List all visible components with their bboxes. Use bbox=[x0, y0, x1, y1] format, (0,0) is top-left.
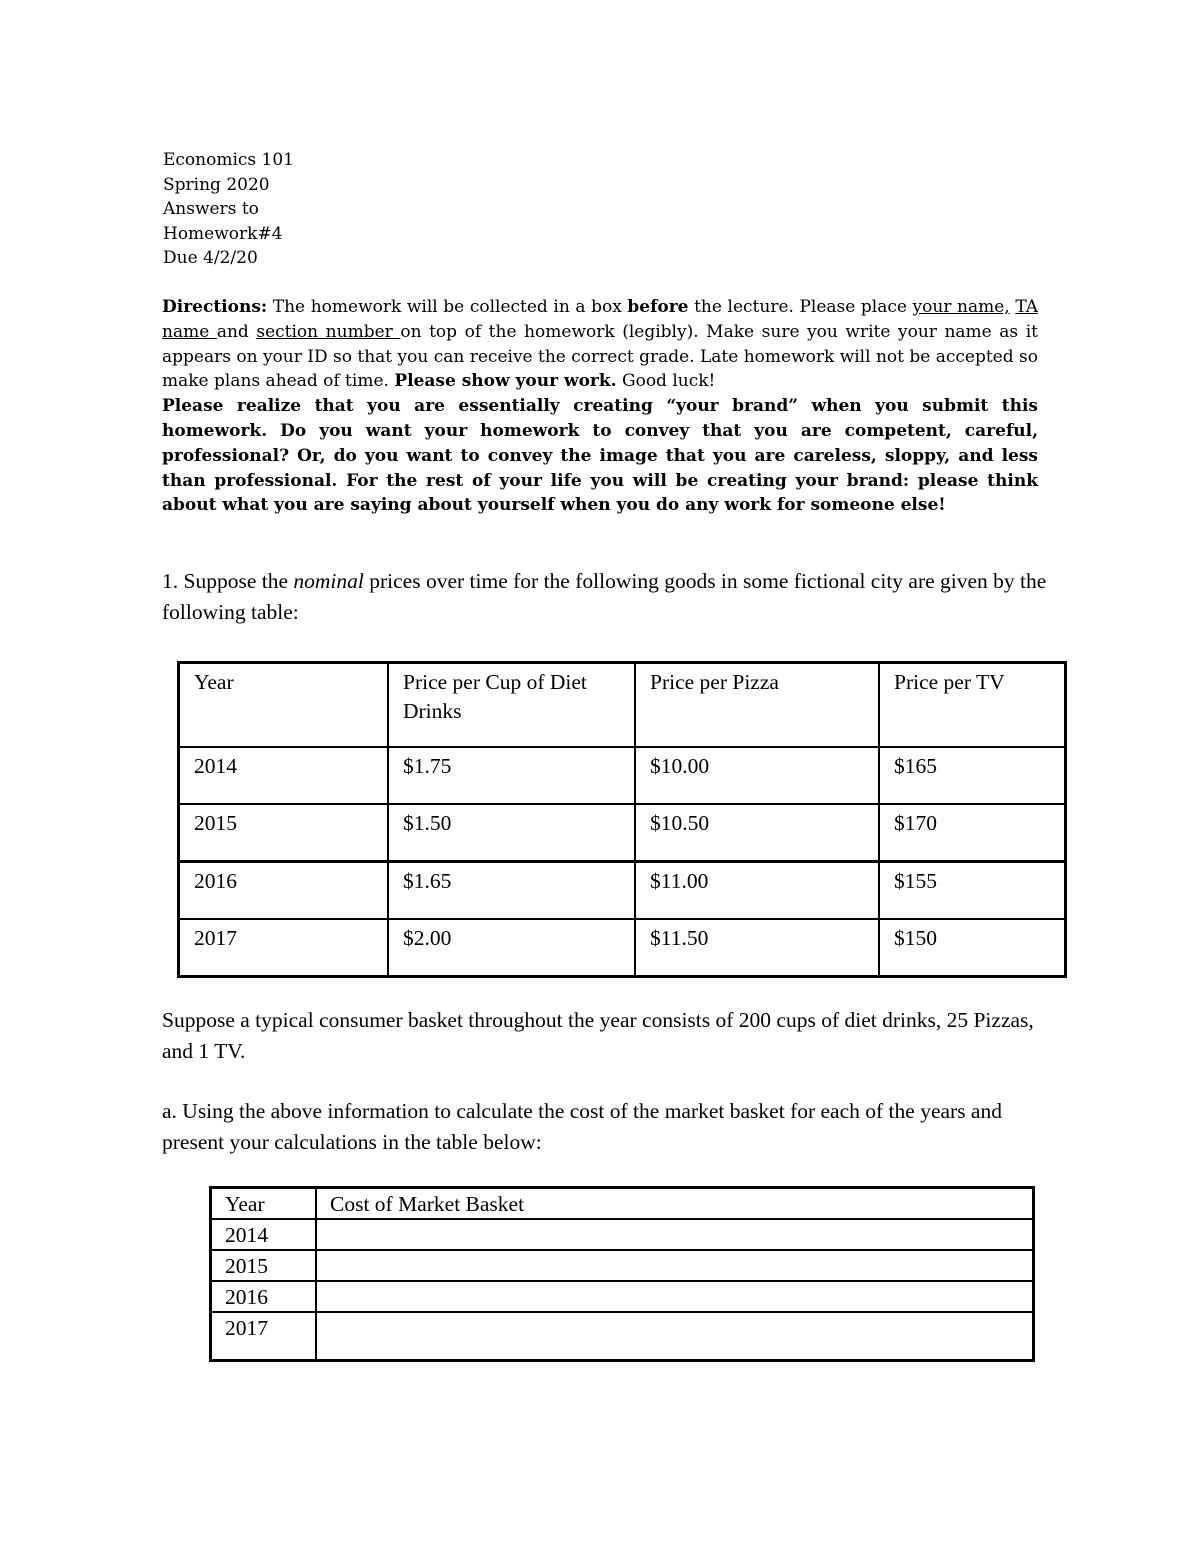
table-cell: $1.50 bbox=[388, 804, 635, 862]
basket-description: Suppose a typical consumer basket throughout the year consists of 200 cups of diet drinks, 25 Pizzas, and 1 TV. bbox=[162, 1008, 1034, 1063]
year-cell: 2015 bbox=[211, 1250, 317, 1281]
table-cell: $11.00 bbox=[635, 862, 879, 920]
table-cell: $170 bbox=[879, 804, 1066, 862]
table-row bbox=[211, 1312, 1034, 1361]
directions-text: the lecture. Please place bbox=[688, 297, 913, 317]
table-row bbox=[211, 1281, 1034, 1312]
directions-paragraph bbox=[162, 295, 1038, 394]
directions-label: Directions: bbox=[162, 297, 268, 317]
question-1-italic: nominal bbox=[293, 569, 364, 593]
directions-text: on top of the homework (legibly). Make sure you write your name as it appears on your ID so that you can receive the correct grade. Late homework will not be accepted so make plans ahead of time. bbox=[162, 321, 1038, 392]
underlined-ta: TA bbox=[1015, 297, 1038, 317]
due-date: Due 4/2/20 bbox=[163, 248, 258, 269]
directions-text: Good luck! bbox=[616, 371, 716, 392]
question-1-text: 1. Suppose the bbox=[162, 569, 294, 593]
table-cell: $165 bbox=[879, 747, 1066, 804]
header-cell: Year bbox=[179, 663, 389, 748]
table-cell: $1.65 bbox=[388, 862, 635, 920]
underlined-your-name: your name, bbox=[912, 297, 1010, 317]
answer-cell[interactable] bbox=[316, 1250, 1034, 1281]
table-row bbox=[179, 747, 1066, 804]
course-title: Economics 101 bbox=[163, 150, 295, 170]
document-header bbox=[163, 148, 294, 271]
table-cell: $10.50 bbox=[635, 804, 879, 862]
header-cell: Price per Cup of Diet Drinks bbox=[388, 663, 635, 748]
show-work-note: Please show your work. bbox=[394, 371, 617, 392]
table-cell: $11.50 bbox=[635, 919, 879, 977]
header-cell: Price per Pizza bbox=[635, 663, 879, 748]
year-cell: 2014 bbox=[211, 1219, 317, 1250]
answer-cell[interactable] bbox=[316, 1219, 1034, 1250]
table-header-row bbox=[211, 1188, 1034, 1220]
cost-table bbox=[209, 1186, 1035, 1362]
table-cell: $150 bbox=[879, 919, 1066, 977]
table-cell: $155 bbox=[879, 862, 1066, 920]
table-row bbox=[179, 804, 1066, 862]
directions-block bbox=[162, 295, 1038, 518]
table-cell: 2014 bbox=[179, 747, 389, 804]
table-header-row bbox=[179, 663, 1066, 748]
header-cell: Year bbox=[211, 1188, 317, 1220]
table-row bbox=[211, 1219, 1034, 1250]
term: Spring 2020 bbox=[163, 174, 270, 195]
header-line-homework: Homework#4 bbox=[163, 223, 283, 244]
question-1-text: prices over time for the following goods in some fictional city are given by the following table: bbox=[162, 569, 1047, 624]
table-cell: $2.00 bbox=[388, 919, 635, 977]
answer-cell[interactable] bbox=[316, 1281, 1034, 1312]
brand-paragraph: Please realize that you are essentially creating “your brand” when you submit this homework. Do you want your homework to convey that you are competent, careful, professional? Or, do you want to convey the image that you are careless, sloppy, and less than professional. For the rest of your life you will be creating your brand: please think about what you are saying about yourself when you do any work for someone else! bbox=[162, 396, 1038, 516]
table-cell: 2017 bbox=[179, 919, 389, 977]
year-cell: 2017 bbox=[211, 1312, 317, 1361]
header-line-answers: Answers to bbox=[163, 199, 259, 220]
header-cell: Price per TV bbox=[879, 663, 1066, 748]
question-1 bbox=[162, 566, 1062, 628]
table-cell: 2016 bbox=[179, 862, 389, 920]
directions-text: and bbox=[216, 321, 257, 342]
directions-before: before bbox=[627, 297, 689, 317]
table-cell: $10.00 bbox=[635, 747, 879, 804]
header-cell: Cost of Market Basket bbox=[316, 1188, 1034, 1220]
table-cell: $1.75 bbox=[388, 747, 635, 804]
price-table bbox=[177, 661, 1067, 978]
answer-cell[interactable] bbox=[316, 1312, 1034, 1361]
table-row bbox=[179, 919, 1066, 977]
part-a-prompt: a. Using the above information to calculate the cost of the market basket for each of the years and present your calculations in the table below: bbox=[162, 1099, 1002, 1154]
table-row bbox=[211, 1250, 1034, 1281]
table-row bbox=[179, 862, 1066, 920]
year-cell: 2016 bbox=[211, 1281, 317, 1312]
underlined-name: name bbox=[162, 321, 217, 342]
table-cell: 2015 bbox=[179, 804, 389, 862]
directions-text: The homework will be collected in a box bbox=[267, 297, 628, 317]
underlined-section-number: section number bbox=[256, 321, 401, 342]
